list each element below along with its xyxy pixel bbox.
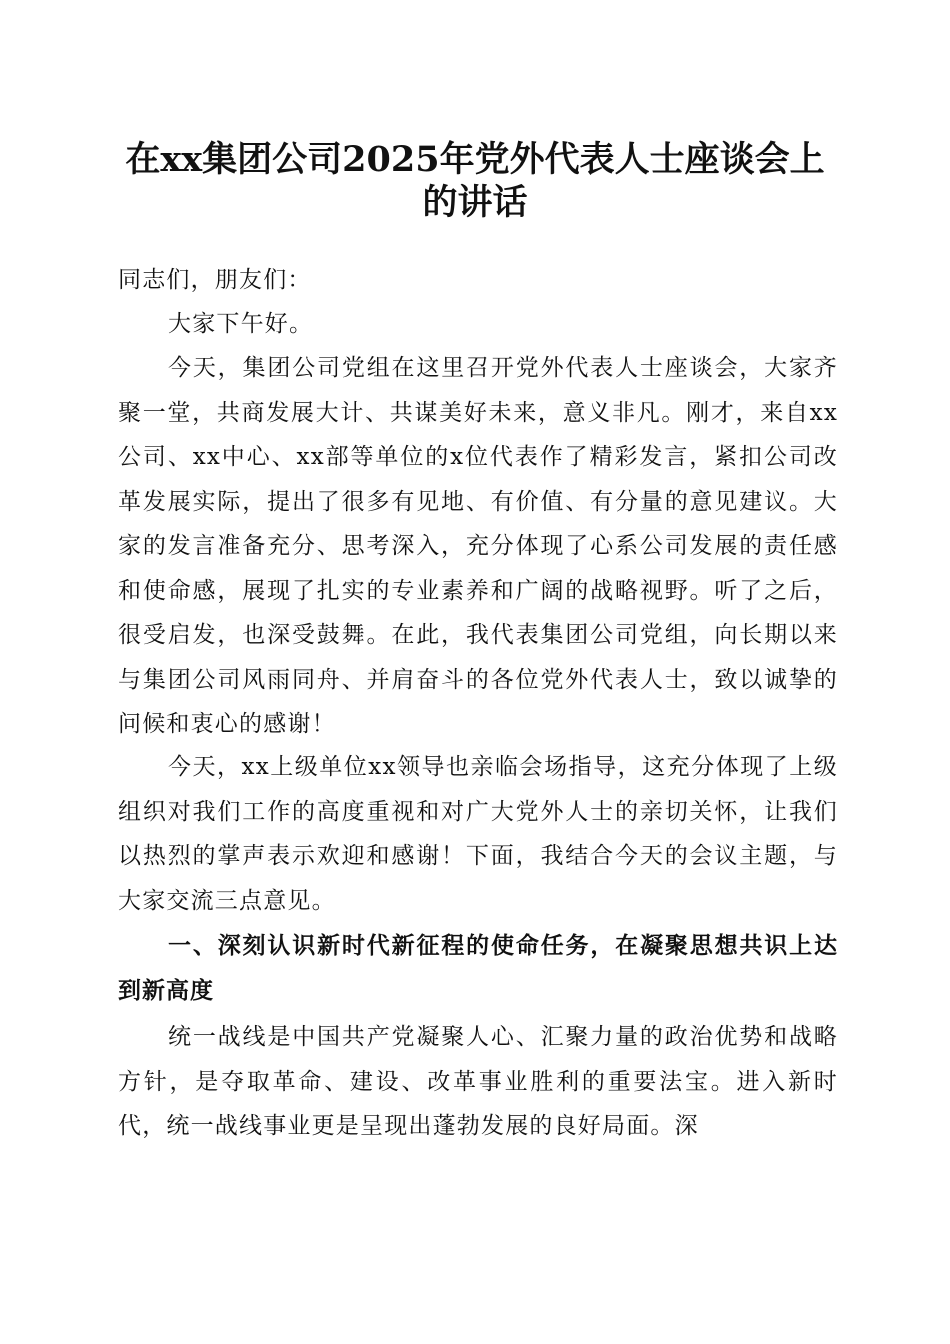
section-heading-1: 一、深刻认识新时代新征程的使命任务，在凝聚思想共识上达到新高度 xyxy=(118,933,838,1004)
paragraph-opening: 大家下午好。 xyxy=(168,311,314,337)
section-1-paragraph: 统一战线是中国共产党凝聚人心、汇聚力量的政治优势和战略方针，是夺取革命、建设、改革事业胜利的重要法宝。进入新时代，统一战线事业更是呈现出蓬勃发展的良好局面。深 xyxy=(118,1024,838,1139)
paragraph-thanks: 今天，集团公司党组在这里召开党外代表人士座谈会，大家齐聚一堂，共商发展大计、共谋美好未来，意义非凡。刚才，来自xx公司、xx中心、xx部等单位的x位代表作了精彩发言，紧扣公司改革发展实际，提出了很多有见地、有价值、有分量的意见建议。大家的发言准备充分、思考深入，充分体现了心系公司发展的责任感和使命感，展现了扎实的专业素养和广阔的战略视野。听了之后，很受启发，也深受鼓舞。在此，我代表集团公司党组，向长期以来与集团公司风雨同舟、并肩奋斗的各位党外代表人士，致以诚挚的问候和衷心的感谢！ xyxy=(118,355,838,737)
greeting: 同志们，朋友们： xyxy=(118,267,312,293)
paragraph-welcome: 今天，xx上级单位xx领导也亲临会场指导，这充分体现了上级组织对我们工作的高度重视和对广大党外人士的亲切关怀，让我们以热烈的掌声表示欢迎和感谢！下面，我结合今天的会议主题，与大家交流三点意见。 xyxy=(118,754,838,914)
document-title-line-1: 在xx集团公司2025年党外代表人士座谈会上 xyxy=(125,139,825,180)
document-title-line-2: 的讲话 xyxy=(422,182,528,223)
